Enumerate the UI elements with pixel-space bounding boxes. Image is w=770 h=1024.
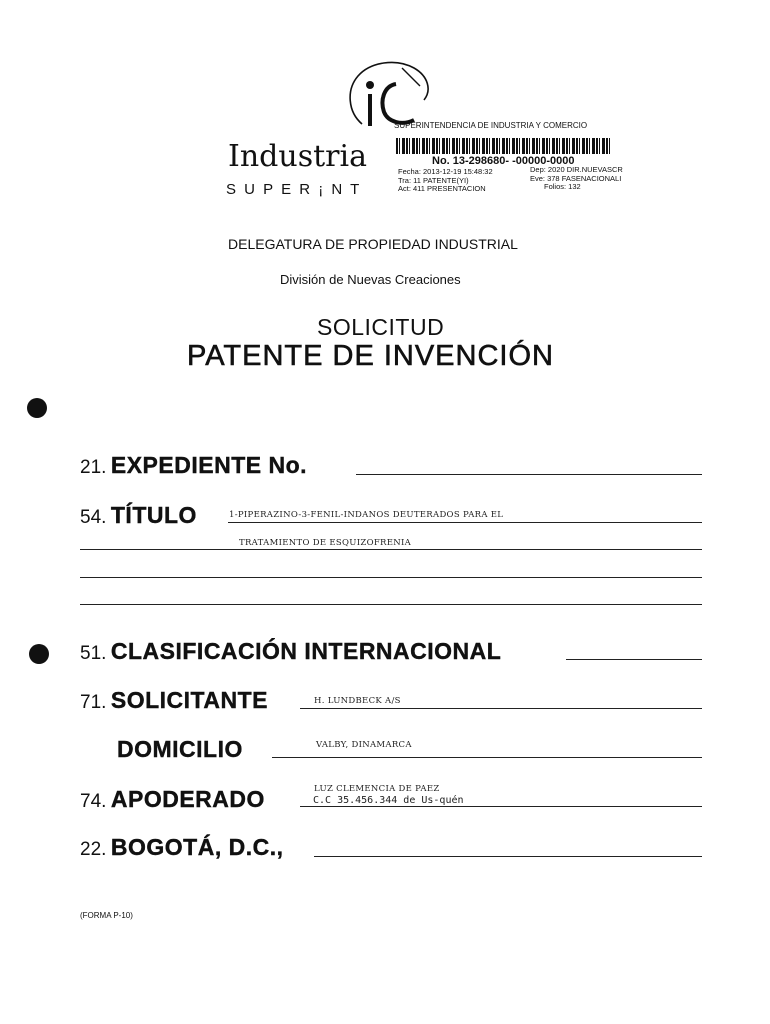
bogota-label: BOGOTÁ, D.C., — [110, 834, 284, 860]
titulo-value-line1: 1-PIPERAZINO-3-FENIL-INDANOS DEUTERADOS PARA EL — [229, 510, 504, 520]
expediente-field[interactable] — [356, 474, 702, 475]
solicitante-value: H. LUNDBECK A/S — [314, 696, 401, 706]
solicitante-number: 71. — [80, 692, 107, 713]
punch-hole-top — [27, 398, 47, 418]
domicilio-row — [117, 736, 243, 763]
stamp-fecha: Fecha: 2013-12-19 15:48:32 — [398, 167, 493, 176]
expediente-label: EXPEDIENTE No. — [110, 452, 308, 478]
expediente-number: 21. — [80, 457, 107, 478]
stamp-dependencia: Dep: 2020 DIR.NUEVASCR — [530, 165, 623, 174]
apoderado-field[interactable] — [300, 806, 702, 807]
expediente-row — [80, 452, 307, 479]
domicilio-label: DOMICILIO — [117, 736, 243, 762]
solicitante-field[interactable] — [300, 708, 702, 709]
clasificacion-label: CLASIFICACIÓN INTERNACIONAL — [110, 638, 502, 664]
stamp-barcode — [396, 138, 610, 154]
titulo-number: 54. — [80, 507, 107, 528]
titulo-field-line4[interactable] — [80, 604, 702, 605]
titulo-row — [80, 502, 197, 529]
apoderado-row — [80, 786, 265, 813]
stamp-evento: Eve: 378 FASENACIONALI — [530, 173, 622, 183]
stamp-folios: Folios: 132 — [544, 182, 581, 191]
titulo-field-line1[interactable] — [228, 522, 702, 523]
stamp-actuacion: Act: 411 PRESENTACION — [398, 184, 486, 193]
bogota-field[interactable] — [314, 856, 702, 857]
apoderado-value-id: C.C 35.456.344 de Us-quén — [313, 795, 464, 806]
apoderado-label: APODERADO — [110, 786, 265, 812]
clasificacion-field[interactable] — [566, 659, 702, 660]
stamp-radicado: No. 13-298680- -00000-0000 — [432, 155, 575, 167]
titulo-field-line3[interactable] — [80, 577, 702, 578]
logo-name: Industria — [228, 139, 367, 174]
stamp-col1 — [398, 168, 493, 194]
titulo-field-line2[interactable] — [80, 549, 702, 550]
apoderado-value-name: LUZ CLEMENCIA DE PAEZ — [314, 784, 440, 794]
clasificacion-number: 51. — [80, 643, 107, 664]
bogota-row — [80, 834, 284, 861]
title-patente: PATENTE DE INVENCIÓN — [187, 340, 554, 372]
stamp-col2 — [530, 166, 623, 192]
punch-hole-bottom — [29, 644, 49, 664]
titulo-label: TÍTULO — [110, 502, 197, 528]
delegatura-heading: DELEGATURA DE PROPIEDAD INDUSTRIAL — [228, 236, 518, 252]
logo-subname: S U P E R ¡ N T — [226, 181, 362, 198]
clasificacion-row — [80, 638, 501, 665]
title-solicitud: SOLICITUD — [317, 314, 445, 340]
form-code: (FORMA P-10) — [80, 911, 133, 920]
stamp-entity: SUPERINTENDENCIA DE INDUSTRIA Y COMERCIO — [394, 121, 588, 130]
apoderado-number: 74. — [80, 791, 107, 812]
domicilio-value: VALBY, DINAMARCA — [316, 740, 412, 750]
titulo-value-line2: TRATAMIENTO DE ESQUIZOFRENIA — [239, 538, 412, 548]
domicilio-field[interactable] — [272, 757, 702, 758]
stamp-tramite: Tra: 11 PATENTE(YI) — [398, 175, 469, 185]
solicitante-label: SOLICITANTE — [110, 687, 268, 713]
division-heading: División de Nuevas Creaciones — [280, 272, 461, 287]
bogota-number: 22. — [80, 839, 107, 860]
solicitante-row — [80, 687, 268, 714]
